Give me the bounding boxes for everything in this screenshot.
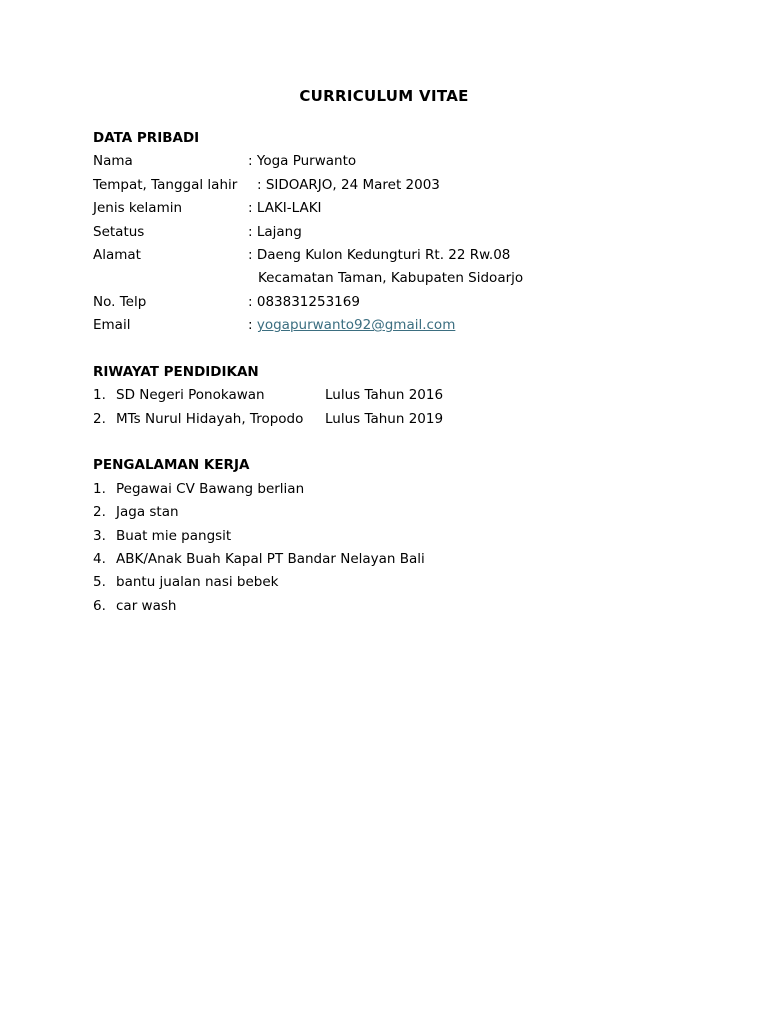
status-value: Lajang: [256, 223, 302, 240]
education-heading: RIWAYAT PENDIDIKAN: [93, 363, 259, 380]
experience-item: [93, 502, 713, 525]
phone-row: [93, 292, 713, 315]
education-item-number: 1.: [93, 387, 106, 404]
experience-item-text: car wash: [116, 597, 177, 614]
email-row: [93, 315, 713, 338]
birth-separator: :: [257, 176, 262, 193]
gender-row: [93, 198, 713, 221]
experience-item-text: Jaga stan: [116, 504, 179, 521]
experience-item-text: Buat mie pangsit: [116, 527, 232, 544]
experience-item-text: ABK/Anak Buah Kapal PT Bandar Nelayan Bali: [116, 551, 425, 568]
experience-item: [93, 596, 713, 619]
birth-value: SIDOARJO, 24 Maret 2003: [265, 176, 440, 193]
experience-item: [93, 526, 713, 549]
gender-separator: :: [248, 200, 253, 217]
experience-item: [93, 549, 713, 572]
address-row: [93, 245, 713, 268]
address-separator: :: [248, 246, 253, 263]
section-spacer: [93, 339, 713, 362]
name-row: [93, 151, 713, 174]
education-item-year: Lulus Tahun 2019: [325, 410, 444, 427]
education-item-school: SD Negeri Ponokawan: [116, 387, 265, 404]
document-title: CURRICULUM VITAE: [299, 87, 469, 105]
phone-label: No. Telp: [93, 293, 147, 310]
phone-value: 083831253169: [256, 293, 360, 310]
experience-item-number: 6.: [93, 597, 106, 614]
experience-item-number: 4.: [93, 551, 106, 568]
birth-row: [93, 175, 713, 198]
email-label: Email: [93, 317, 131, 334]
experience-item: [93, 572, 713, 595]
experience-item-number: 1.: [93, 480, 106, 497]
email-separator: :: [248, 317, 253, 334]
gender-value: LAKI-LAKI: [256, 200, 322, 217]
section-spacer: [93, 432, 713, 455]
name-separator: :: [248, 153, 253, 170]
email-link[interactable]: yogapurwanto92@gmail.com: [256, 317, 456, 334]
address-line1: Daeng Kulon Kedungturi Rt. 22 Rw.08: [256, 246, 511, 263]
status-label: Setatus: [93, 223, 145, 240]
education-item-year: Lulus Tahun 2016: [325, 387, 444, 404]
personal-data-heading: DATA PRIBADI: [93, 130, 200, 146]
document-body: [93, 128, 713, 619]
address-line2: Kecamatan Taman, Kabupaten Sidoarjo: [258, 270, 524, 287]
experience-item-number: 2.: [93, 504, 106, 521]
education-item: [93, 385, 713, 408]
experience-item-text: bantu jualan nasi bebek: [116, 574, 279, 591]
education-item-number: 2.: [93, 410, 106, 427]
name-value: Yoga Purwanto: [256, 153, 357, 170]
gender-label: Jenis kelamin: [93, 200, 183, 217]
phone-separator: :: [248, 293, 253, 310]
status-row: [93, 222, 713, 245]
experience-item-number: 3.: [93, 527, 106, 544]
experience-item-number: 5.: [93, 574, 106, 591]
status-separator: :: [248, 223, 253, 240]
education-item: [93, 409, 713, 432]
education-item-school: MTs Nurul Hidayah, Tropodo: [116, 410, 304, 427]
experience-item: [93, 479, 713, 502]
birth-label: Tempat, Tanggal lahir: [93, 176, 238, 193]
experience-item-text: Pegawai CV Bawang berlian: [116, 480, 305, 497]
name-label: Nama: [93, 153, 133, 170]
address-continuation-row: [93, 268, 713, 291]
address-label: Alamat: [93, 246, 141, 263]
experience-heading: PENGALAMAN KERJA: [93, 457, 250, 474]
